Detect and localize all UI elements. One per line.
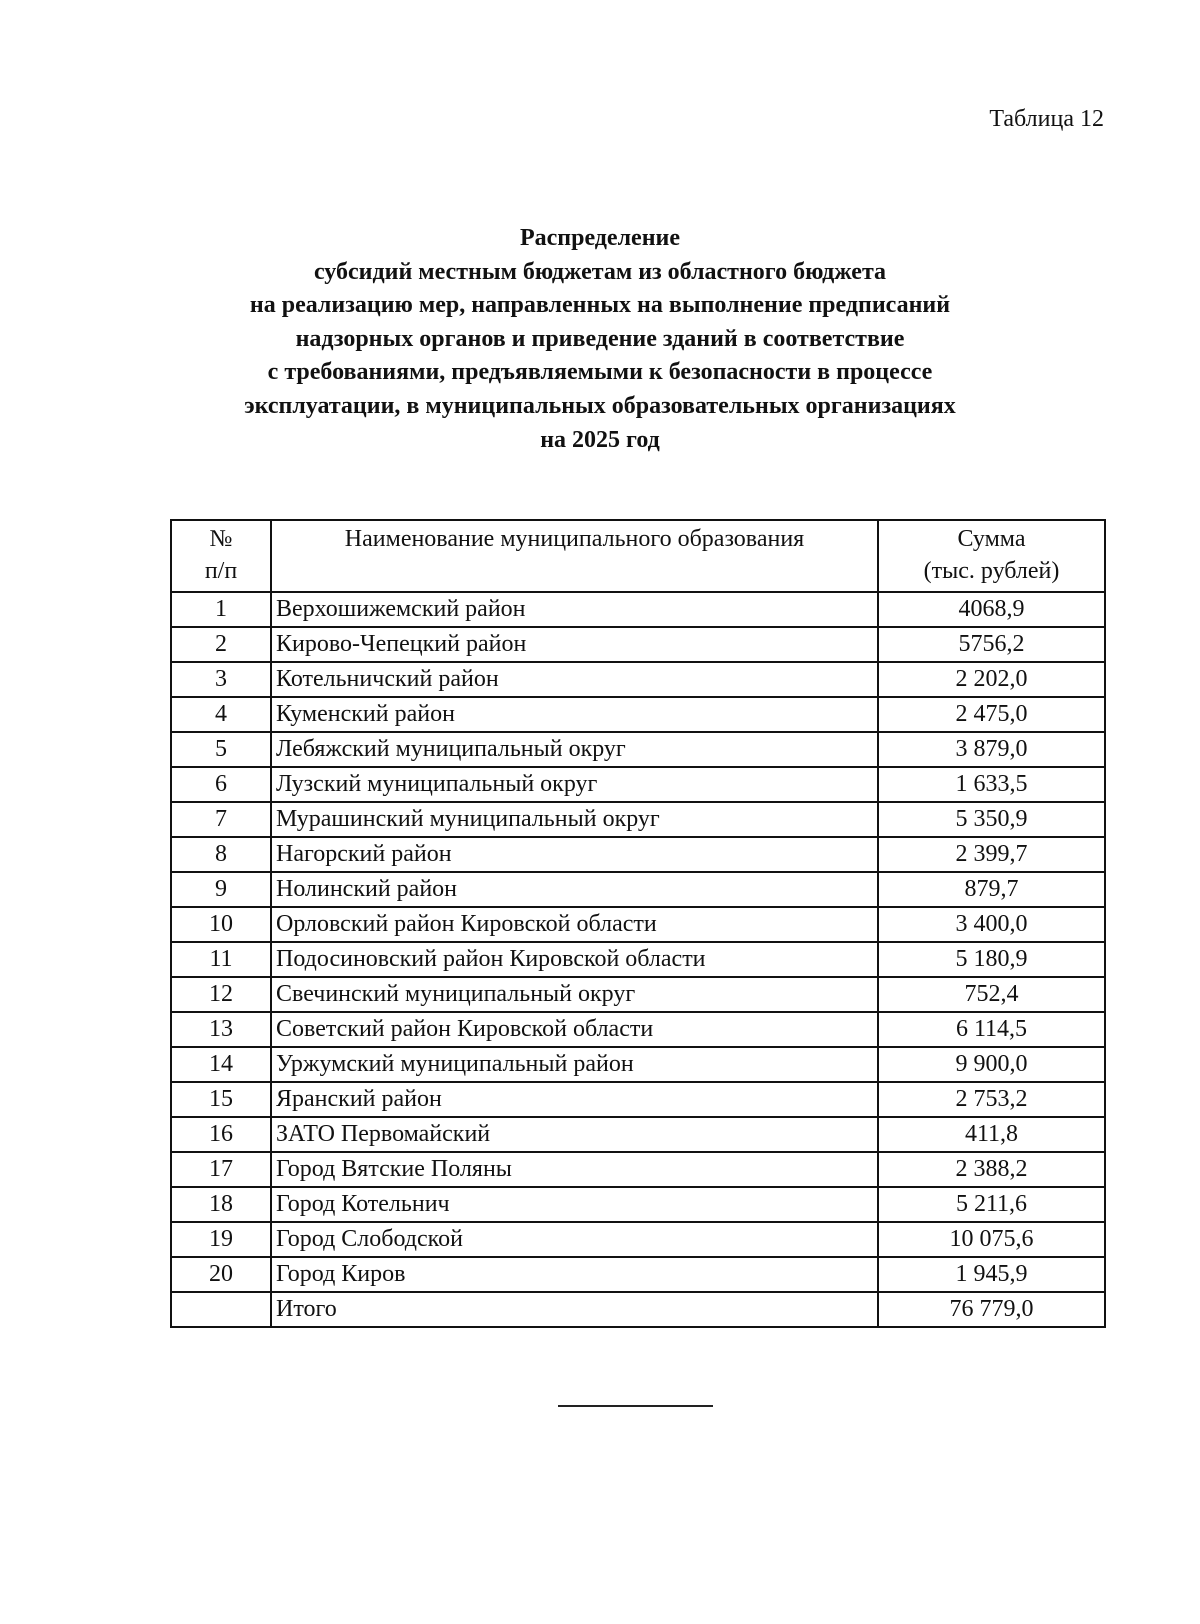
- row-municipality-name: Уржумский муниципальный район: [271, 1047, 878, 1082]
- table-row: [171, 942, 1105, 977]
- title-line: эксплуатации, в муниципальных образовательных организациях: [244, 392, 956, 419]
- title-line: на 2025 год: [540, 426, 660, 453]
- row-amount: 411,8: [878, 1117, 1105, 1152]
- row-number: [171, 1292, 271, 1327]
- row-number: 18: [171, 1187, 271, 1222]
- row-number: 14: [171, 1047, 271, 1082]
- subsidy-distribution-table: [170, 519, 1106, 1328]
- row-amount: 9 900,0: [878, 1047, 1105, 1082]
- row-municipality-name: Нолинский район: [271, 872, 878, 907]
- row-number: 12: [171, 977, 271, 1012]
- table-row: [171, 872, 1105, 907]
- table-row: [171, 697, 1105, 732]
- header-name: [271, 520, 878, 592]
- document-title: [0, 222, 1200, 457]
- row-number: 10: [171, 907, 271, 942]
- table-total-row: [171, 1292, 1105, 1327]
- row-municipality-name: Город Слободской: [271, 1222, 878, 1257]
- row-municipality-name: Советский район Кировской области: [271, 1012, 878, 1047]
- title-line: надзорных органов и приведение зданий в соответствие: [295, 325, 905, 352]
- table-row: [171, 1152, 1105, 1187]
- row-amount: 4068,9: [878, 592, 1105, 627]
- title-line: Распределение: [519, 225, 681, 251]
- row-number: 15: [171, 1082, 271, 1117]
- row-amount: 5 350,9: [878, 802, 1105, 837]
- table-row: [171, 1257, 1105, 1292]
- table-row: [171, 1222, 1105, 1257]
- row-municipality-name: Котельничский район: [271, 662, 878, 697]
- header-name-text: Наименование муниципального образования: [344, 526, 805, 552]
- title-line: субсидий местным бюджетам из областного бюджета: [313, 258, 887, 285]
- row-number: 5: [171, 732, 271, 767]
- table-number-label: Таблица 12: [989, 106, 1104, 132]
- row-amount: 3 400,0: [878, 907, 1105, 942]
- row-number: 7: [171, 802, 271, 837]
- row-number: 16: [171, 1117, 271, 1152]
- title-line: с требованиями, предъявляемыми к безопасности в процессе: [267, 359, 933, 386]
- table-row: [171, 592, 1105, 627]
- row-amount: 3 879,0: [878, 732, 1105, 767]
- row-amount: 2 388,2: [878, 1152, 1105, 1187]
- table-row: [171, 1082, 1105, 1117]
- row-municipality-name: Нагорский район: [271, 837, 878, 872]
- row-amount: 10 075,6: [878, 1222, 1105, 1257]
- row-number: 3: [171, 662, 271, 697]
- row-number: 1: [171, 592, 271, 627]
- row-number: 4: [171, 697, 271, 732]
- table-row: [171, 1012, 1105, 1047]
- table-row: [171, 732, 1105, 767]
- row-amount: 76 779,0: [878, 1292, 1105, 1327]
- row-municipality-name: Верхошижемский район: [271, 592, 878, 627]
- table-body: [171, 592, 1105, 1327]
- table-row: [171, 1117, 1105, 1152]
- row-number: 6: [171, 767, 271, 802]
- row-number: 17: [171, 1152, 271, 1187]
- table-row: [171, 627, 1105, 662]
- row-number: 2: [171, 627, 271, 662]
- row-number: 9: [171, 872, 271, 907]
- row-amount: 5756,2: [878, 627, 1105, 662]
- row-municipality-name: Лебяжский муниципальный округ: [271, 732, 878, 767]
- row-number: 11: [171, 942, 271, 977]
- row-municipality-name: Мурашинский муниципальный округ: [271, 802, 878, 837]
- table-row: [171, 907, 1105, 942]
- row-municipality-name: Кирово-Чепецкий район: [271, 627, 878, 662]
- row-municipality-name: Город Киров: [271, 1257, 878, 1292]
- row-amount: 5 211,6: [878, 1187, 1105, 1222]
- row-municipality-name: Куменский район: [271, 697, 878, 732]
- table-row: [171, 1187, 1105, 1222]
- row-municipality-name: Город Котельнич: [271, 1187, 878, 1222]
- header-sum: [878, 520, 1105, 592]
- row-amount: 1 633,5: [878, 767, 1105, 802]
- header-number-line1: №: [209, 526, 233, 552]
- header-number: [171, 520, 271, 592]
- row-municipality-name: Яранский район: [271, 1082, 878, 1117]
- row-amount: 6 114,5: [878, 1012, 1105, 1047]
- row-amount: 2 753,2: [878, 1082, 1105, 1117]
- row-amount: 1 945,9: [878, 1257, 1105, 1292]
- row-amount: 752,4: [878, 977, 1105, 1012]
- title-line: на реализацию мер, направленных на выполнение предписаний: [249, 292, 951, 319]
- table-row: [171, 977, 1105, 1012]
- row-amount: 2 475,0: [878, 697, 1105, 732]
- table-row: [171, 802, 1105, 837]
- header-sum-line1: Сумма: [957, 526, 1026, 552]
- row-municipality-name: Подосиновский район Кировской области: [271, 942, 878, 977]
- table-row: [171, 1047, 1105, 1082]
- row-municipality-name: Итого: [271, 1292, 878, 1327]
- row-number: 19: [171, 1222, 271, 1257]
- row-municipality-name: Свечинский муниципальный округ: [271, 977, 878, 1012]
- row-amount: 2 202,0: [878, 662, 1105, 697]
- table-row: [171, 837, 1105, 872]
- row-municipality-name: Город Вятские Поляны: [271, 1152, 878, 1187]
- end-divider-line: [558, 1405, 713, 1407]
- row-amount: 5 180,9: [878, 942, 1105, 977]
- row-municipality-name: Орловский район Кировской области: [271, 907, 878, 942]
- header-number-line2: п/п: [204, 558, 238, 584]
- row-number: 8: [171, 837, 271, 872]
- row-municipality-name: Лузский муниципальный округ: [271, 767, 878, 802]
- header-sum-line2: (тыс. рублей): [923, 558, 1060, 584]
- table-header-row: [171, 520, 1105, 592]
- table-row: [171, 767, 1105, 802]
- row-amount: 2 399,7: [878, 837, 1105, 872]
- row-number: 20: [171, 1257, 271, 1292]
- row-amount: 879,7: [878, 872, 1105, 907]
- row-number: 13: [171, 1012, 271, 1047]
- row-municipality-name: ЗАТО Первомайский: [271, 1117, 878, 1152]
- table-row: [171, 662, 1105, 697]
